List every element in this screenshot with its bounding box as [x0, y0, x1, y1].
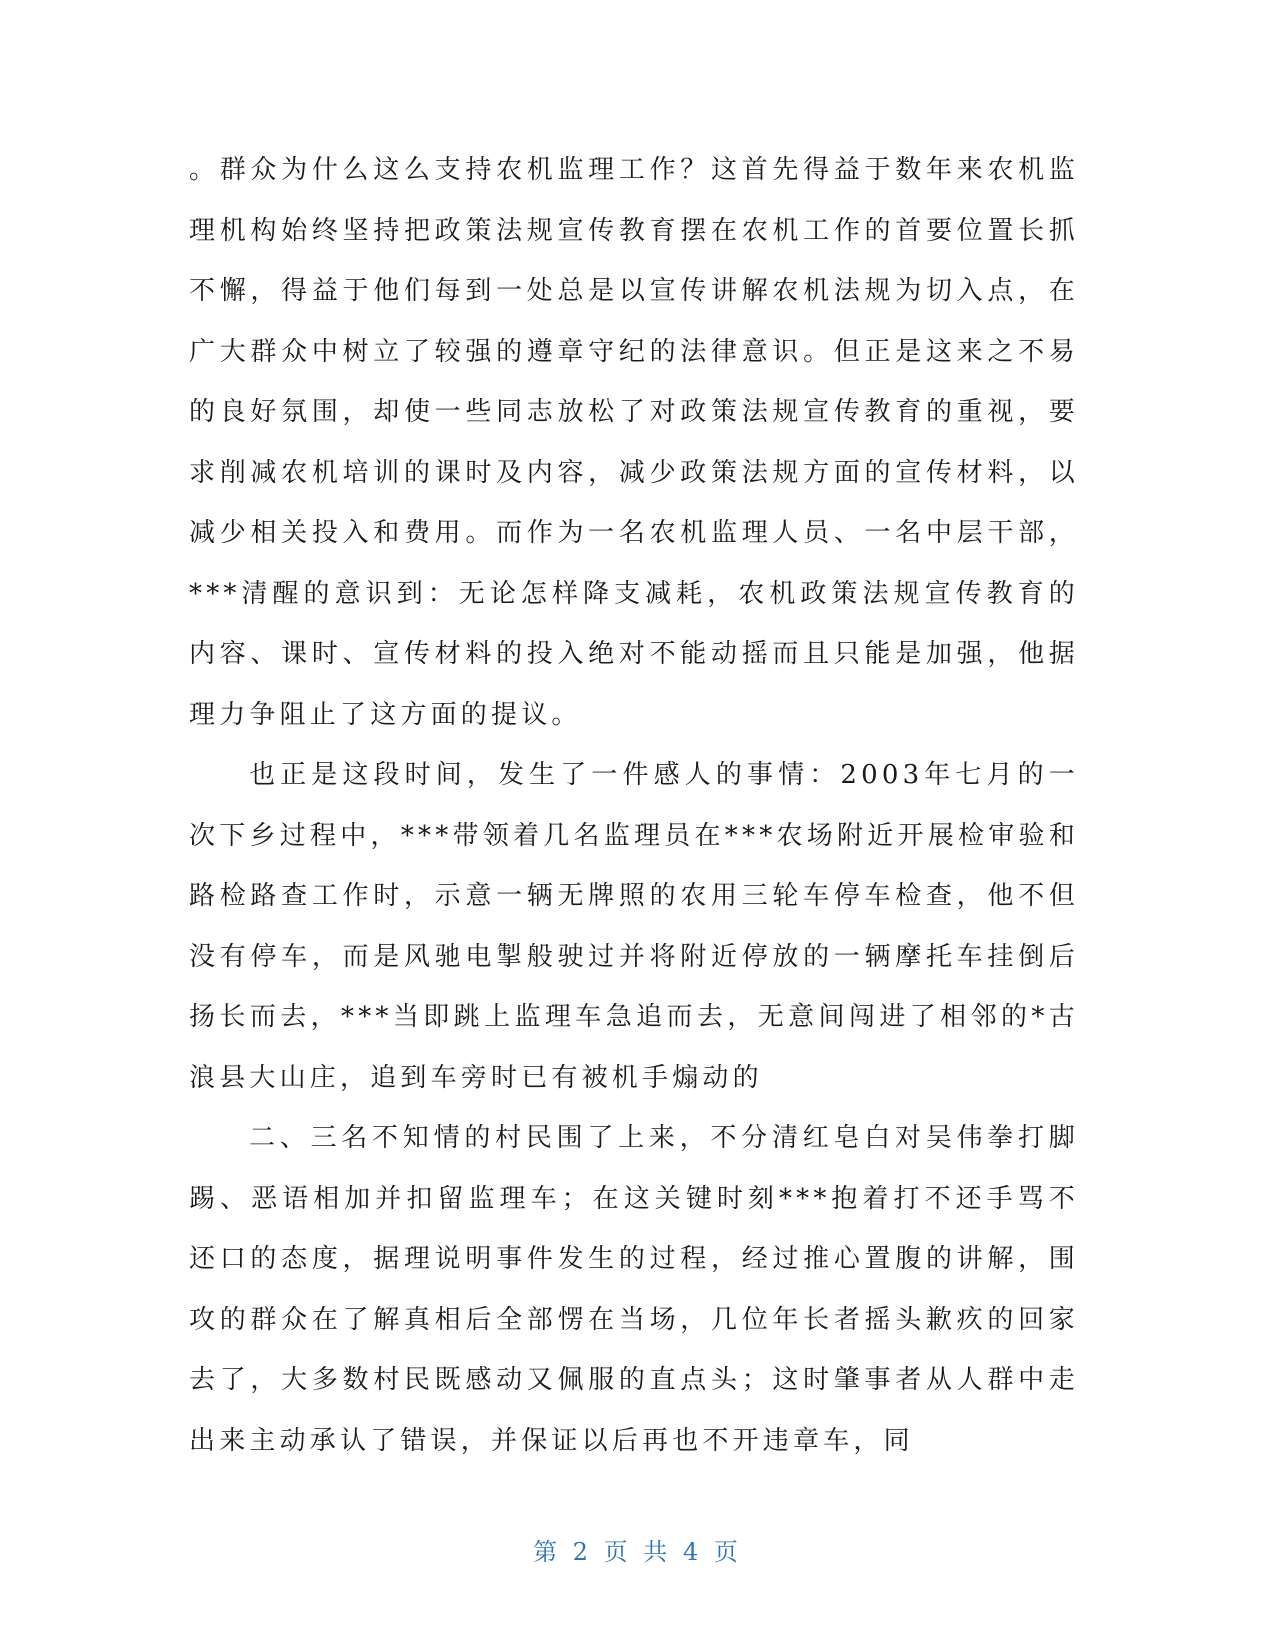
- paragraph-3: 二、三名不知情的村民围了上来，不分清红皂白对吴伟拳打脚踢、恶语相加并扣留监理车；在这关键时刻***抱着打不还手骂不还口的态度，据理说明事件发生的过程，经过推心置腹的讲解，围攻的群众在了解真相后全部愣在当场，几位年长者摇头歉疚的回家去了，大多数村民既感动又佩服的直点头；这时肇事者从人群中走出来主动承认了错误，并保证以后再也不开违章车，同: [189, 1123, 1079, 1456]
- paragraph-1: 。群众为什么这么支持农机监理工作？这首先得益于数年来农机监理机构始终坚持把政策法规宣传教育摆在农机工作的首要位置长抓不懈，得益于他们每到一处总是以宣传讲解农机法规为切入点，在广大群众中树立了较强的遵章守纪的法律意识。但正是这来之不易的良好氛围，却使一些同志放松了对政策法规宣传教育的重视，要求削减农机培训的课时及内容，减少政策法规方面的宣传材料，以减少相关投入和费用。而作为一名农机监理人员、一名中层干部，***清醒的意识到：无论怎样降支减耗，农机政策法规宣传教育的内容、课时、宣传材料的投入绝对不能动摇而且只能是加强，他据理力争阻止了这方面的提议。: [189, 155, 1079, 730]
- paragraph-2: 也正是这段时间，发生了一件感人的事情：2003年七月的一次下乡过程中，***带领着几名监理员在***农场附近开展检审验和路检路查工作时，示意一辆无牌照的农用三轮车停车检查，他不但没有停车，而是风驰电掣般驶过并将附近停放的一辆摩托车挂倒后扬长而去，***当即跳上监理车急追而去，无意间闯进了相邻的*古浪县大山庄，追到车旁时已有被机手煽动的: [189, 760, 1079, 1093]
- body-text: [189, 140, 1079, 1471]
- page-number-label: 第 2 页 共 4 页: [533, 1538, 742, 1566]
- page-footer: [0, 1532, 1275, 1567]
